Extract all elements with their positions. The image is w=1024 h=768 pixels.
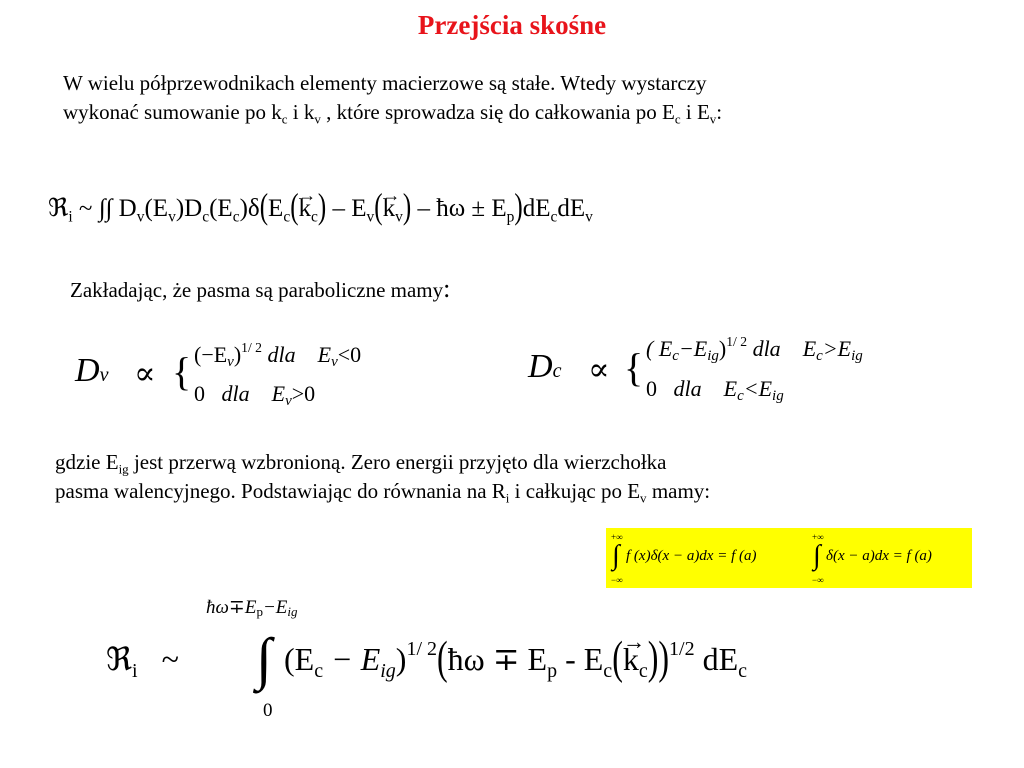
delta-identity-box: [606, 528, 972, 588]
gap-line-2: pasma walencyjnego. Podstawiając do równania na $R_i$ i całkując po $E_v$ mamy:: [55, 479, 711, 506]
box-expression-2: δ(x − a)dx = f (a): [826, 548, 932, 564]
parabolic-bands-text: Zakładając, że pasma są paraboliczne mamy:: [70, 274, 451, 303]
dc-proportional-sign: ∝: [588, 351, 610, 387]
dv-case-2: 0 dla Ev>0: [194, 381, 316, 409]
gap-paragraph: [55, 448, 710, 506]
integral-lower-limit: 0: [263, 700, 273, 721]
dv-case-1: $(-Ev)^{1/ 2}$ dla Ev<0: [194, 339, 362, 370]
eq2-integrand: ($E_c$ − $E_{ig})^{1/ 2}(ħ\omega \mp E_p - E_c(\to k_c))^{1/2}$ $dE_c$: [284, 640, 747, 678]
dv-proportional-sign: ∝: [134, 355, 156, 391]
dc-case-1: ( Ec−Eig)$^{1/ 2}$ dla Ec>Eig: [646, 333, 863, 364]
gap-line-1: gdzie $E_{ig}$ jest przerwą wzbronioną. Zero energii przyjęto dla wierzchołka: [55, 450, 667, 477]
intro-paragraph: [63, 69, 722, 127]
dv-symbol: Dv: [75, 352, 109, 389]
dc-symbol: Dc: [528, 348, 562, 385]
box-int1-lower: −∞: [611, 575, 623, 585]
dv-brace: {: [172, 349, 192, 394]
eq2-lhs: ℜ$_i$ ~: [106, 641, 179, 682]
equation-transition-rate: ℜ$_i$ ~ ∫∫ $D_v(E_v)D_c(E_c)\delta(E_c(\to k_c) - E_v(\to k_v)$ – ħω ± $E_p)dE_cdE_v$: [48, 193, 593, 223]
box-expression-1: f (x)δ(x − a)dx = f (a): [626, 548, 757, 564]
integral-upper-limit: ħω∓Ep−Eig: [206, 597, 298, 619]
page-title: Przejścia skośne: [417, 10, 607, 40]
intro-line-1: W wielu półprzewodnikach elementy macierzowe są stałe. Wtedy wystarczy: [63, 71, 707, 95]
box-integral-2: ∫: [813, 540, 821, 571]
box-int1-upper: +∞: [611, 532, 623, 542]
dc-case-2: 0 dla Ec<Eig: [646, 376, 784, 404]
box-integral-1: ∫: [612, 540, 620, 571]
dc-brace: {: [624, 345, 644, 390]
eq2-integral-sign: ∫: [256, 626, 272, 691]
box-int2-upper: +∞: [812, 532, 824, 542]
intro-line-2: wykonać sumowanie po $k_c$ i $k_v$ , które sprowadza się do całkowania po $E_c$ i $E_v$:: [63, 100, 723, 127]
box-int2-lower: −∞: [812, 575, 824, 585]
